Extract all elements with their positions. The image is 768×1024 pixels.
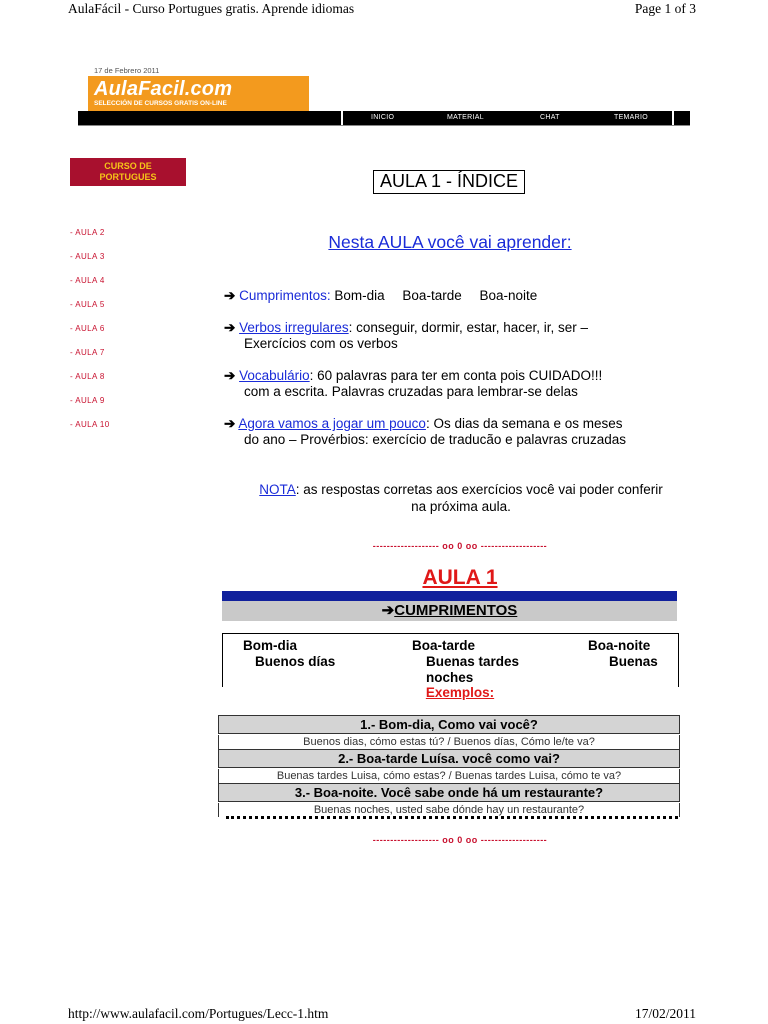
example-question: 1.- Bom-dia, Como vai você? [218,715,680,734]
sidebar-item-aula-9[interactable]: - AULA 9 [70,396,105,405]
greet-es-buenos-dias: Buenos días [255,654,336,669]
section-title: CUMPRIMENTOS [394,602,518,619]
site-logo[interactable] [88,76,309,112]
course-label-line2: PORTUGUES [99,172,157,182]
arrow-right-icon: ➔ [381,602,395,619]
greet-pt-boa-noite: Boa-noite [588,638,651,653]
nav-inicio[interactable]: INICIO [371,114,395,121]
print-footer-url: http://www.aulafacil.com/Portugues/Lecc-1.htm [68,1006,329,1021]
logo-tagline: SELECCIÓN DE CURSOS GRATIS ON-LINE [94,100,227,107]
sidebar-item-aula-3[interactable]: - AULA 3 [70,252,105,261]
verbos-link[interactable]: Verbos irregulares [239,320,349,335]
lesson-title: AULA 1 [422,566,498,589]
greetings-table [222,633,679,687]
print-footer [0,1006,768,1024]
separator-1: ------------------- oo 0 oo ------------------- [372,541,548,551]
sidebar-item-aula-4[interactable]: - AULA 4 [70,276,105,285]
example-question: 2.- Boa-tarde Luísa. você como vai? [218,749,680,768]
sidebar-item-aula-5[interactable]: - AULA 5 [70,300,105,309]
cumprimentos-label: Cumprimentos: [239,288,331,303]
nav-chat[interactable]: CHAT [540,114,560,121]
print-header-page: Page 1 of 3 [634,1,696,16]
example-answer: Buenas noches, usted sabe dónde hay un restaurante? [218,803,680,817]
bullet-vocabulario: ➔ Vocabulário: 60 palavras para ter em conta pois CUIDADO!!! com a escrita. Palavras cruzadas para lembrar-se delas [224,368,603,399]
sidebar-item-aula-2[interactable]: - AULA 2 [70,228,105,237]
example-answer: Buenas tardes Luisa, cómo estas? / Buenas tardes Luisa, cómo te va? [218,769,680,783]
sidebar-item-aula-6[interactable]: - AULA 6 [70,324,105,333]
example-answer: Buenos dias, cómo estas tú? / Buenos días, Cómo le/te va? [218,735,680,749]
site-date: 17 de Febrero 2011 [94,66,160,75]
dotted-divider [226,816,678,819]
sidebar-links [70,228,110,444]
greet-es-buenas: Buenas [609,654,658,669]
logo-name: AulaFacil.com [94,78,233,100]
greet-pt-bom-dia: Bom-dia [243,638,297,653]
nota-note: NOTA: as respostas corretas aos exercícios você vai poder conferir na próxima aula. [259,482,663,514]
arrow-right-icon: ➔ [224,416,236,431]
arrow-right-icon: ➔ [224,320,236,335]
example-question: 3.- Boa-noite. Você sabe onde há um restaurante? [218,783,680,802]
greet-es-noches: noches [426,670,474,685]
nav-temario[interactable]: TEMARIO [614,114,648,121]
bullet-jogar: ➔ Agora vamos a jogar um pouco: Os dias da semana e os meses do ano – Provérbios: exercício de traducão e palavras cruzadas [224,416,626,447]
word-bom-dia: Bom-dia [334,288,385,303]
jogar-link[interactable]: Agora vamos a jogar um pouco [238,416,426,431]
separator-2: ------------------- oo 0 oo ------------------- [372,835,548,845]
vocabulario-link[interactable]: Vocabulário [239,368,310,383]
sidebar-item-aula-10[interactable]: - AULA 10 [70,420,110,429]
nota-link[interactable]: NOTA [259,482,296,497]
greet-pt-boa-tarde: Boa-tarde [412,638,476,653]
top-nav-bar [78,111,690,125]
index-title: AULA 1 - ÍNDICE [373,170,525,194]
print-header [0,0,768,18]
sidebar-item-aula-7[interactable]: - AULA 7 [70,348,105,357]
course-label-line1: CURSO DE [104,161,152,171]
word-boa-noite: Boa-noite [479,288,538,303]
arrow-right-icon: ➔ [224,368,236,383]
examples-label: Exemplos: [425,685,495,700]
sidebar-course-button[interactable] [70,158,186,186]
section-blue-bar [222,591,677,601]
sidebar-item-aula-8[interactable]: - AULA 8 [70,372,105,381]
nav-divider [78,125,690,126]
print-footer-date: 17/02/2011 [634,1006,696,1021]
section-header [222,601,677,621]
bullet-cumprimentos [224,288,680,304]
nav-material[interactable]: MATERIAL [447,114,484,121]
bullet-verbos: ➔ Verbos irregulares: conseguir, dormir, estar, hacer, ir, ser – Exercícios com os verbos [224,320,589,351]
greet-es-buenas-tardes: Buenas tardes [426,654,520,669]
arrow-right-icon: ➔ [224,288,236,303]
word-boa-tarde: Boa-tarde [402,288,462,303]
print-header-title: AulaFácil - Curso Portugues gratis. Aprende idiomas [68,1,355,16]
learn-title: Nesta AULA você vai aprender: [328,232,572,252]
